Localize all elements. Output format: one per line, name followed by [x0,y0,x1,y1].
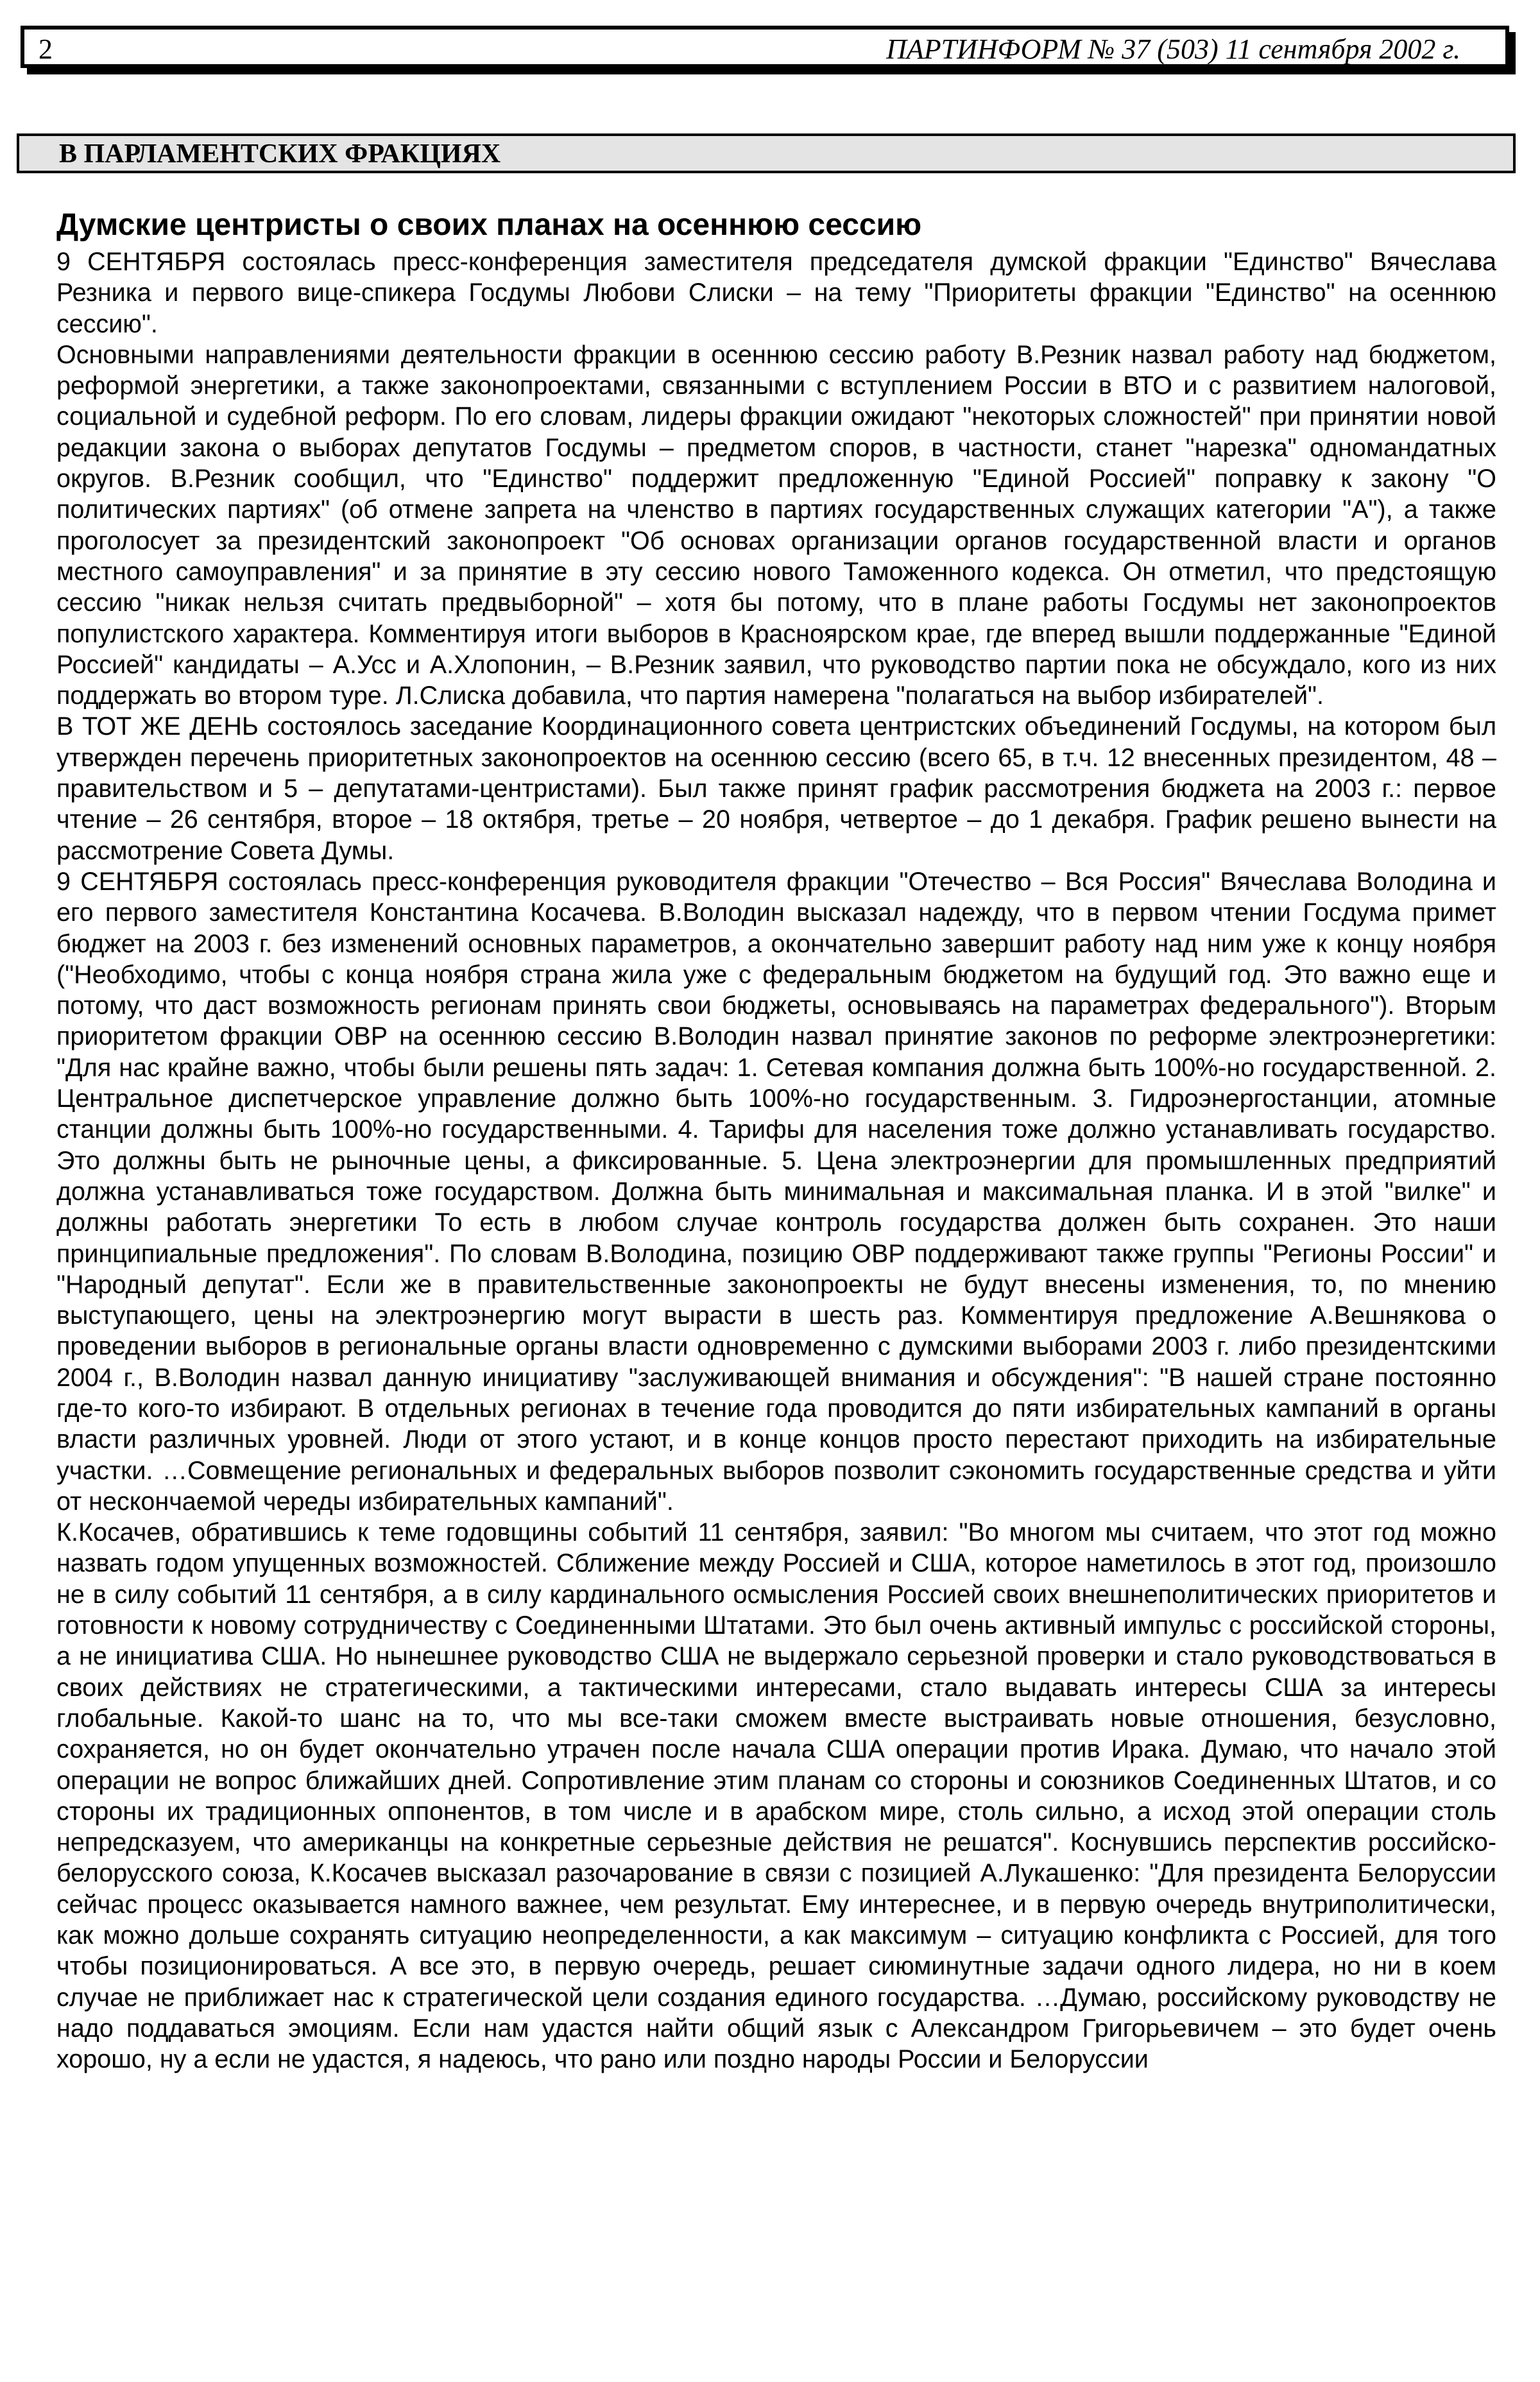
article-paragraph: Основными направлениями деятельности фракции в осеннюю сессию работу В.Резник назвал работу над бюджетом, реформой энергетики, а также законопроектами, связанными с вступлением России в ВТО и с развитием налоговой, социальной и судебной реформ. По его словам, лидеры фракции ожидают "некоторых сложностей" при принятии новой редакции закона о выборах депутатов Госдумы – предметом споров, в частности, станет "нарезка" одномандатных округов. В.Резник сообщил, что "Единство" поддержит предложенную "Единой Россией" поправку к закону "О политических партиях" (об отмене запрета на членство в партиях государственных служащих категории "А"), а также проголосует за президентский законопроект "Об основах организации органов государственной власти и органов местного самоуправления" и за принятие в эту сессию нового Таможенного кодекса. Он отметил, что предстоящую сессию "никак нельзя считать предвыборной" – хотя бы потому, что в плане работы Госдумы нет законопроектов популистского характера. Комментируя итоги выборов в Красноярском крае, где вперед вышли поддержанные "Единой Россией" кандидаты – А.Усс и А.Хлопонин, – В.Резник заявил, что руководство партии пока не обсуждало, кого из них поддержать во втором туре. Л.Слиска добавила, что партия намерена "полагаться на выбор избирателей". [56,340,1496,710]
section-bar [17,133,1516,173]
issue-line: ПАРТИНФОРМ № 37 (503) 11 сентября 2002 г. [886,33,1460,65]
article-paragraph: К.Косачев, обратившись к теме годовщины событий 11 сентября, заявил: "Во многом мы считаем, что этот год можно назвать годом упущенных возможностей. Сближение между Россией и США, которое наметилось в этот год, произошло не в силу событий 11 сентября, а в силу кардинального осмысления Россией своих внешнеполитических приоритетов и готовности к новому сотрудничеству с Соединенными Штатами. Это был очень активный импульс с российской стороны, а не инициатива США. Но нынешнее руководство США не выдержало серьезной проверки и стало руководствоваться в своих действиях не стратегическими, а тактическими интересами, стало выдавать интересы США за интересы глобальные. Какой-то шанс на то, что мы все-таки сможем вместе выстраивать новые отношения, безусловно, сохраняется, но он будет окончательно утрачен после начала США операции против Ирака. Думаю, что начало этой операции не вопрос ближайших дней. Сопротивление этим планам со стороны и союзников Соединенных Штатов, и со стороны их традиционных оппонентов, в том числе и в арабском мире, столь сильно, а исход этой операции столь непредсказуем, что американцы на конкретные серьезные действия не решатся". Коснувшись перспектив российско-белорусского союза, К.Косачев высказал разочарование в связи с позицией А.Лукашенко: "Для президента Белоруссии сейчас процесс оказывается намного важнее, чем результат. Ему интереснее, и в первую очередь внутриполитически, как можно дольше сохранять ситуацию неопределенности, а как максимум – ситуацию конфликта с Россией, для того чтобы позиционироваться. А все это, в первую очередь, решает сиюминутные задачи одного лидера, но ни в коем случае не приближает нас к стратегической цели создания единого государства. …Думаю, российскому руководству не надо поддаваться эмоциям. Если нам удастся найти общий язык с Александром Григорьевичем – это будет очень хорошо, ну а если не удастся, я надеюсь, что рано или поздно народы России и Белоруссии [56,1518,1496,2074]
page-header [21,26,1509,68]
section-title: В ПАРЛАМЕНТСКИХ ФРАКЦИЯХ [59,139,501,169]
article-paragraph: 9 СЕНТЯБРЯ состоялась пресс-конференция заместителя председателя думской фракции "Единство" Вячеслава Резника и первого вице-спикера Госдумы Любови Слиски – на тему "Приоритеты фракции "Единство" на осеннюю сессию". [56,248,1496,338]
article-title: Думские центристы о своих планах на осеннюю сессию [56,208,922,242]
article [56,207,1496,2075]
page-number: 2 [38,33,53,65]
article-paragraph: 9 СЕНТЯБРЯ состоялась пресс-конференция руководителя фракции "Отечество – Вся Россия" Вячеслава Володина и его первого заместителя Константина Косачева. В.Володин высказал надежду, что в первом чтении Госдума примет бюджет на 2003 г. без изменений основных параметров, а окончательно завершит работу над ним уже к концу ноября ("Необходимо, чтобы с конца ноября страна жила уже с федеральным бюджетом на будущий год. Это важно еще и потому, что даст возможность регионам принять свои бюджеты, основываясь на параметрах федерального"). Вторым приоритетом фракции ОВР на осеннюю сессию В.Володин назвал принятие законов по реформе электроэнергетики: "Для нас крайне важно, чтобы были решены пять задач: 1. Сетевая компания должна быть 100%-но государственной. 2. Центральное диспетчерское управление должно быть 100%-но государственным. 3. Гидроэнергостанции, атомные станции должны быть 100%-но государственными. 4. Тарифы для населения тоже должно устанавливать государство. Это должны быть не рыночные цены, а фиксированные. 5. Цена электроэнергии для промышленных предприятий должна устанавливаться тоже государством. Должна быть минимальная и максимальная планка. И в этой "вилке" и должны работать энергетики То есть в любом случае контроль государства должен быть сохранен. Это наши принципиальные предложения". По словам В.Володина, позицию ОВР поддерживают также группы "Регионы России" и "Народный депутат". Если же в правительственные законопроекты не будут внесены изменения, то, по мнению выступающего, цены на электроэнергию могут вырасти в шесть раз. Комментируя предложение А.Вешнякова о проведении выборов в региональные органы власти одновременно с думскими выборами 2003 г. либо президентскими 2004 г., В.Володин назвал данную инициативу "заслуживающей внимания и обсуждения": "В нашей стране постоянно где-то кого-то избирают. В отдельных регионах в течение года проводится до пяти избирательных кампаний в органы власти различных уровней. Люди от этого устают, и в конце концов просто перестают приходить на избирательные участки. …Совмещение региональных и федеральных выборов позволит сэкономить государственные средства и уйти от нескончаемой череды избирательных кампаний". [56,867,1496,1516]
article-paragraph: В ТОТ ЖЕ ДЕНЬ состоялось заседание Координационного совета центристских объединений Госдумы, на котором был утвержден перечень приоритетных законопроектов на осеннюю сессию (всего 65, в т.ч. 12 внесенных президентом, 48 – правительством и 5 – депутатами-центристами). Был также принят график рассмотрения бюджета на 2003 г.: первое чтение – 26 сентября, второе – 18 октября, третье – 20 ноября, четвертое – до 1 декабря. График решено вынести на рассмотрение Совета Думы. [56,712,1496,865]
